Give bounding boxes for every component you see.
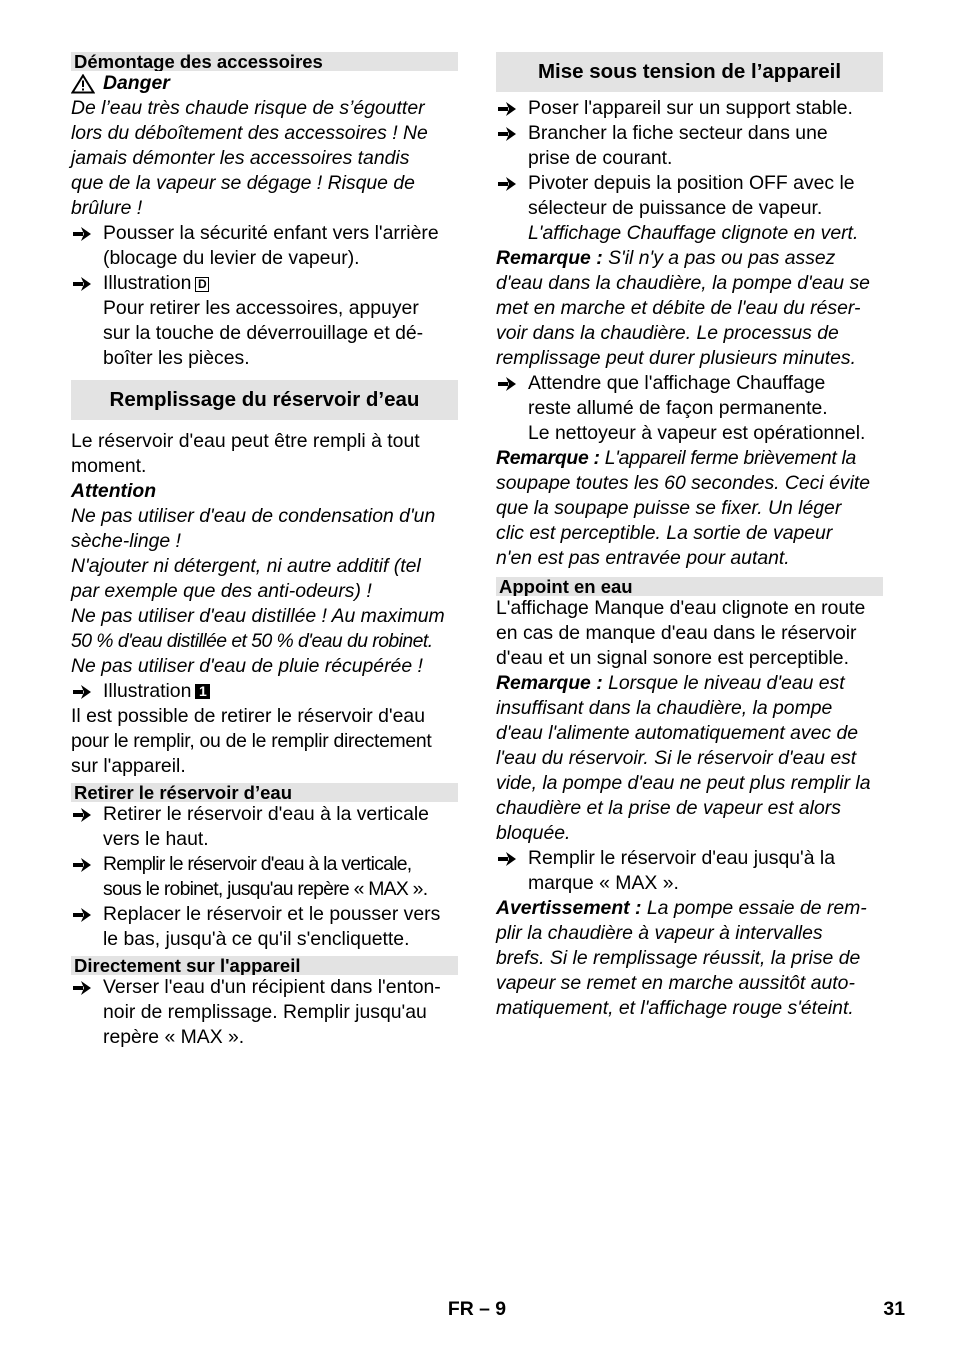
warning-text-line: vapeur se remet en marche aussitôt auto- bbox=[496, 972, 855, 994]
remark-text-line: soupape toutes les 60 secondes. Ceci évite bbox=[496, 472, 871, 494]
warning-text: La pompe essaie de rem- bbox=[646, 897, 867, 919]
heading-demontage: Démontage des accessoires bbox=[71, 52, 458, 71]
step-text: sous le robinet, jusqu'au repère « MAX ». bbox=[103, 878, 428, 900]
remark-label: Remarque : bbox=[496, 672, 603, 694]
heading-directement: Directement sur l'appareil bbox=[71, 956, 458, 975]
warning-text-line: brefs. Si le remplissage réussit, la prise de bbox=[496, 947, 861, 969]
heading-remplissage: Remplissage du réservoir d’eau bbox=[71, 380, 458, 420]
body-text: en cas de manque d'eau dans le réservoir bbox=[496, 622, 857, 644]
step-text: Pour retirer les accessoires, appuyer bbox=[103, 297, 419, 319]
remark-text-line: bloquée. bbox=[496, 822, 571, 844]
remark-text-line: que la soupape puisse se fixer. Un léger bbox=[496, 497, 842, 519]
step-item bbox=[71, 852, 458, 902]
remark-paragraph bbox=[496, 446, 883, 471]
step-text bbox=[103, 271, 458, 296]
step-text: sélecteur de puissance de vapeur. bbox=[528, 197, 823, 219]
body-text: L'affichage Manque d'eau clignote en route bbox=[496, 597, 866, 619]
step-text: le bas, jusqu'à ce qu'il s'encliquette. bbox=[103, 928, 410, 950]
remark-text-line: remplissage peut durer plusieurs minutes. bbox=[496, 347, 856, 369]
arrow-right-icon bbox=[73, 902, 95, 927]
heading-retirer: Retirer le réservoir d’eau bbox=[71, 783, 458, 802]
step-item bbox=[71, 221, 458, 271]
step-text: Brancher la fiche secteur dans une bbox=[528, 122, 828, 144]
warning-label: Avertissement : bbox=[496, 897, 642, 919]
step-item bbox=[71, 902, 458, 952]
step-item bbox=[496, 121, 883, 171]
step-item bbox=[71, 975, 458, 1050]
step-item bbox=[496, 96, 883, 121]
body-text: Il est possible de retirer le réservoir d'eau bbox=[71, 705, 425, 727]
step-text: repère « MAX ». bbox=[103, 1026, 245, 1048]
step-item bbox=[71, 271, 458, 371]
remark-paragraph bbox=[496, 671, 883, 696]
remark-text-line: voir dans la chaudière. Le processus de bbox=[496, 322, 839, 344]
step-item bbox=[71, 802, 458, 852]
danger-line bbox=[71, 71, 458, 96]
step-text: vers le haut. bbox=[103, 828, 209, 850]
step-text: Replacer le réservoir et le pousser vers bbox=[103, 903, 441, 925]
attention-text-line: N'ajouter ni détergent, ni autre additif (tel bbox=[71, 555, 421, 577]
step-item bbox=[496, 371, 883, 446]
illustration-text: Illustration bbox=[103, 272, 192, 294]
step-note: Le nettoyeur à vapeur est opérationnel. bbox=[528, 422, 866, 444]
remark-text-line: d'eau l'alimente automatiquement avec de bbox=[496, 722, 859, 744]
remark-text-line: met en marche et débite de l'eau du réser- bbox=[496, 297, 861, 319]
body-text: pour le remplir, ou de le remplir directement bbox=[71, 730, 432, 752]
attention-text-line: Ne pas utiliser d'eau distillée ! Au maximum bbox=[71, 605, 445, 627]
remark-text-line: chaudière et la prise de vapeur est alors bbox=[496, 797, 841, 819]
body-text: moment. bbox=[71, 455, 147, 477]
step-item bbox=[496, 846, 883, 896]
danger-label: Danger bbox=[103, 72, 170, 94]
step-text: Retirer le réservoir d'eau à la verticale bbox=[103, 803, 429, 825]
illustration-number-badge: 1 bbox=[195, 684, 210, 699]
arrow-right-icon bbox=[73, 271, 95, 296]
remark-text: L'appareil ferme brièvement la bbox=[604, 447, 857, 469]
illustration-label-badge: D bbox=[195, 277, 209, 292]
step-text: Remplir le réservoir d'eau à la verticale, bbox=[103, 853, 412, 875]
arrow-right-icon bbox=[498, 121, 520, 146]
arrow-right-icon bbox=[498, 371, 520, 396]
arrow-right-icon bbox=[73, 221, 95, 246]
arrow-right-icon bbox=[73, 679, 95, 704]
warning-text-line: plir la chaudière à vapeur à intervalles bbox=[496, 922, 823, 944]
danger-text-line: que de la vapeur se dégage ! Risque de bbox=[71, 172, 415, 194]
arrow-right-icon bbox=[73, 802, 95, 827]
arrow-right-icon bbox=[73, 975, 95, 1000]
heading-appoint: Appoint en eau bbox=[496, 577, 883, 596]
attention-text-line: Ne pas utiliser d'eau de condensation d'un bbox=[71, 505, 436, 527]
arrow-right-icon bbox=[498, 846, 520, 871]
danger-text-line: lors du déboîtement des accessoires ! Ne bbox=[71, 122, 428, 144]
remark-label: Remarque : bbox=[496, 247, 603, 269]
attention-text-line: 50 % d'eau distillée et 50 % d'eau du robinet. bbox=[71, 630, 433, 652]
remark-text: S'il n'y a pas ou pas assez bbox=[608, 247, 836, 269]
step-item bbox=[71, 679, 458, 704]
attention-text-line: par exemple que des anti-odeurs) ! bbox=[71, 580, 372, 602]
body-text: d'eau et un signal sonore est perceptible. bbox=[496, 647, 849, 669]
page-number: 31 bbox=[883, 1298, 905, 1320]
step-text: Verser l'eau d'un récipient dans l'enton- bbox=[103, 976, 441, 998]
step-text: Pousser la sécurité enfant vers l'arrière bbox=[103, 222, 439, 244]
danger-text-line: jamais démonter les accessoires tandis bbox=[71, 147, 410, 169]
illustration-text: Illustration bbox=[103, 680, 192, 702]
step-text: reste allumé de façon permanente. bbox=[528, 397, 828, 419]
step-text bbox=[103, 679, 458, 704]
arrow-right-icon bbox=[73, 852, 95, 877]
attention-text-line: sèche-linge ! bbox=[71, 530, 181, 552]
body-text: sur l'appareil. bbox=[71, 755, 186, 777]
remark-text-line: l'eau du réservoir. Si le réservoir d'eau est bbox=[496, 747, 857, 769]
remark-text-line: d'eau dans la chaudière, la pompe d'eau se bbox=[496, 272, 870, 294]
remark-text-line: n'en est pas entravée pour autant. bbox=[496, 547, 790, 569]
body-text: Le réservoir d'eau peut être rempli à tout bbox=[71, 430, 420, 452]
step-text: Remplir le réservoir d'eau jusqu'à la bbox=[528, 847, 836, 869]
step-text: prise de courant. bbox=[528, 147, 673, 169]
step-text: (blocage du levier de vapeur). bbox=[103, 247, 360, 269]
warning-triangle-icon bbox=[71, 74, 95, 94]
step-item bbox=[496, 171, 883, 246]
warning-paragraph bbox=[496, 896, 883, 921]
remark-paragraph bbox=[496, 246, 883, 271]
step-text: boîter les pièces. bbox=[103, 347, 250, 369]
remark-text-line: insuffisant dans la chaudière, la pompe bbox=[496, 697, 833, 719]
remark-text-line: clic est perceptible. La sortie de vapeur bbox=[496, 522, 833, 544]
step-text: marque « MAX ». bbox=[528, 872, 679, 894]
attention-label: Attention bbox=[71, 480, 157, 502]
arrow-right-icon bbox=[498, 171, 520, 196]
heading-mise-sous-tension: Mise sous tension de l’appareil bbox=[496, 52, 883, 92]
right-column bbox=[496, 52, 883, 1021]
warning-text-line: matiquement, et l'affichage rouge s'éteint. bbox=[496, 997, 854, 1019]
footer-section-label: FR – 9 bbox=[447, 1298, 507, 1320]
left-column bbox=[71, 52, 458, 1050]
step-text: Attendre que l'affichage Chauffage bbox=[528, 372, 826, 394]
step-text: Pivoter depuis la position OFF avec le bbox=[528, 172, 855, 194]
remark-text-line: vide, la pompe d'eau ne peut plus remplir la bbox=[496, 772, 871, 794]
remark-label: Remarque : bbox=[496, 447, 600, 469]
arrow-right-icon bbox=[498, 96, 520, 121]
step-text: Poser l'appareil sur un support stable. bbox=[528, 97, 853, 119]
danger-text-line: brûlure ! bbox=[71, 197, 143, 219]
attention-text-line: Ne pas utiliser d'eau de pluie récupérée ! bbox=[71, 655, 423, 677]
remark-text: Lorsque le niveau d'eau est bbox=[608, 672, 845, 694]
danger-text-line: De l’eau très chaude risque de s’égoutter bbox=[71, 97, 425, 119]
step-text: noir de remplissage. Remplir jusqu'au bbox=[103, 1001, 427, 1023]
step-text: sur la touche de déverrouillage et dé- bbox=[103, 322, 424, 344]
step-note: L'affichage Chauffage clignote en vert. bbox=[528, 222, 859, 244]
